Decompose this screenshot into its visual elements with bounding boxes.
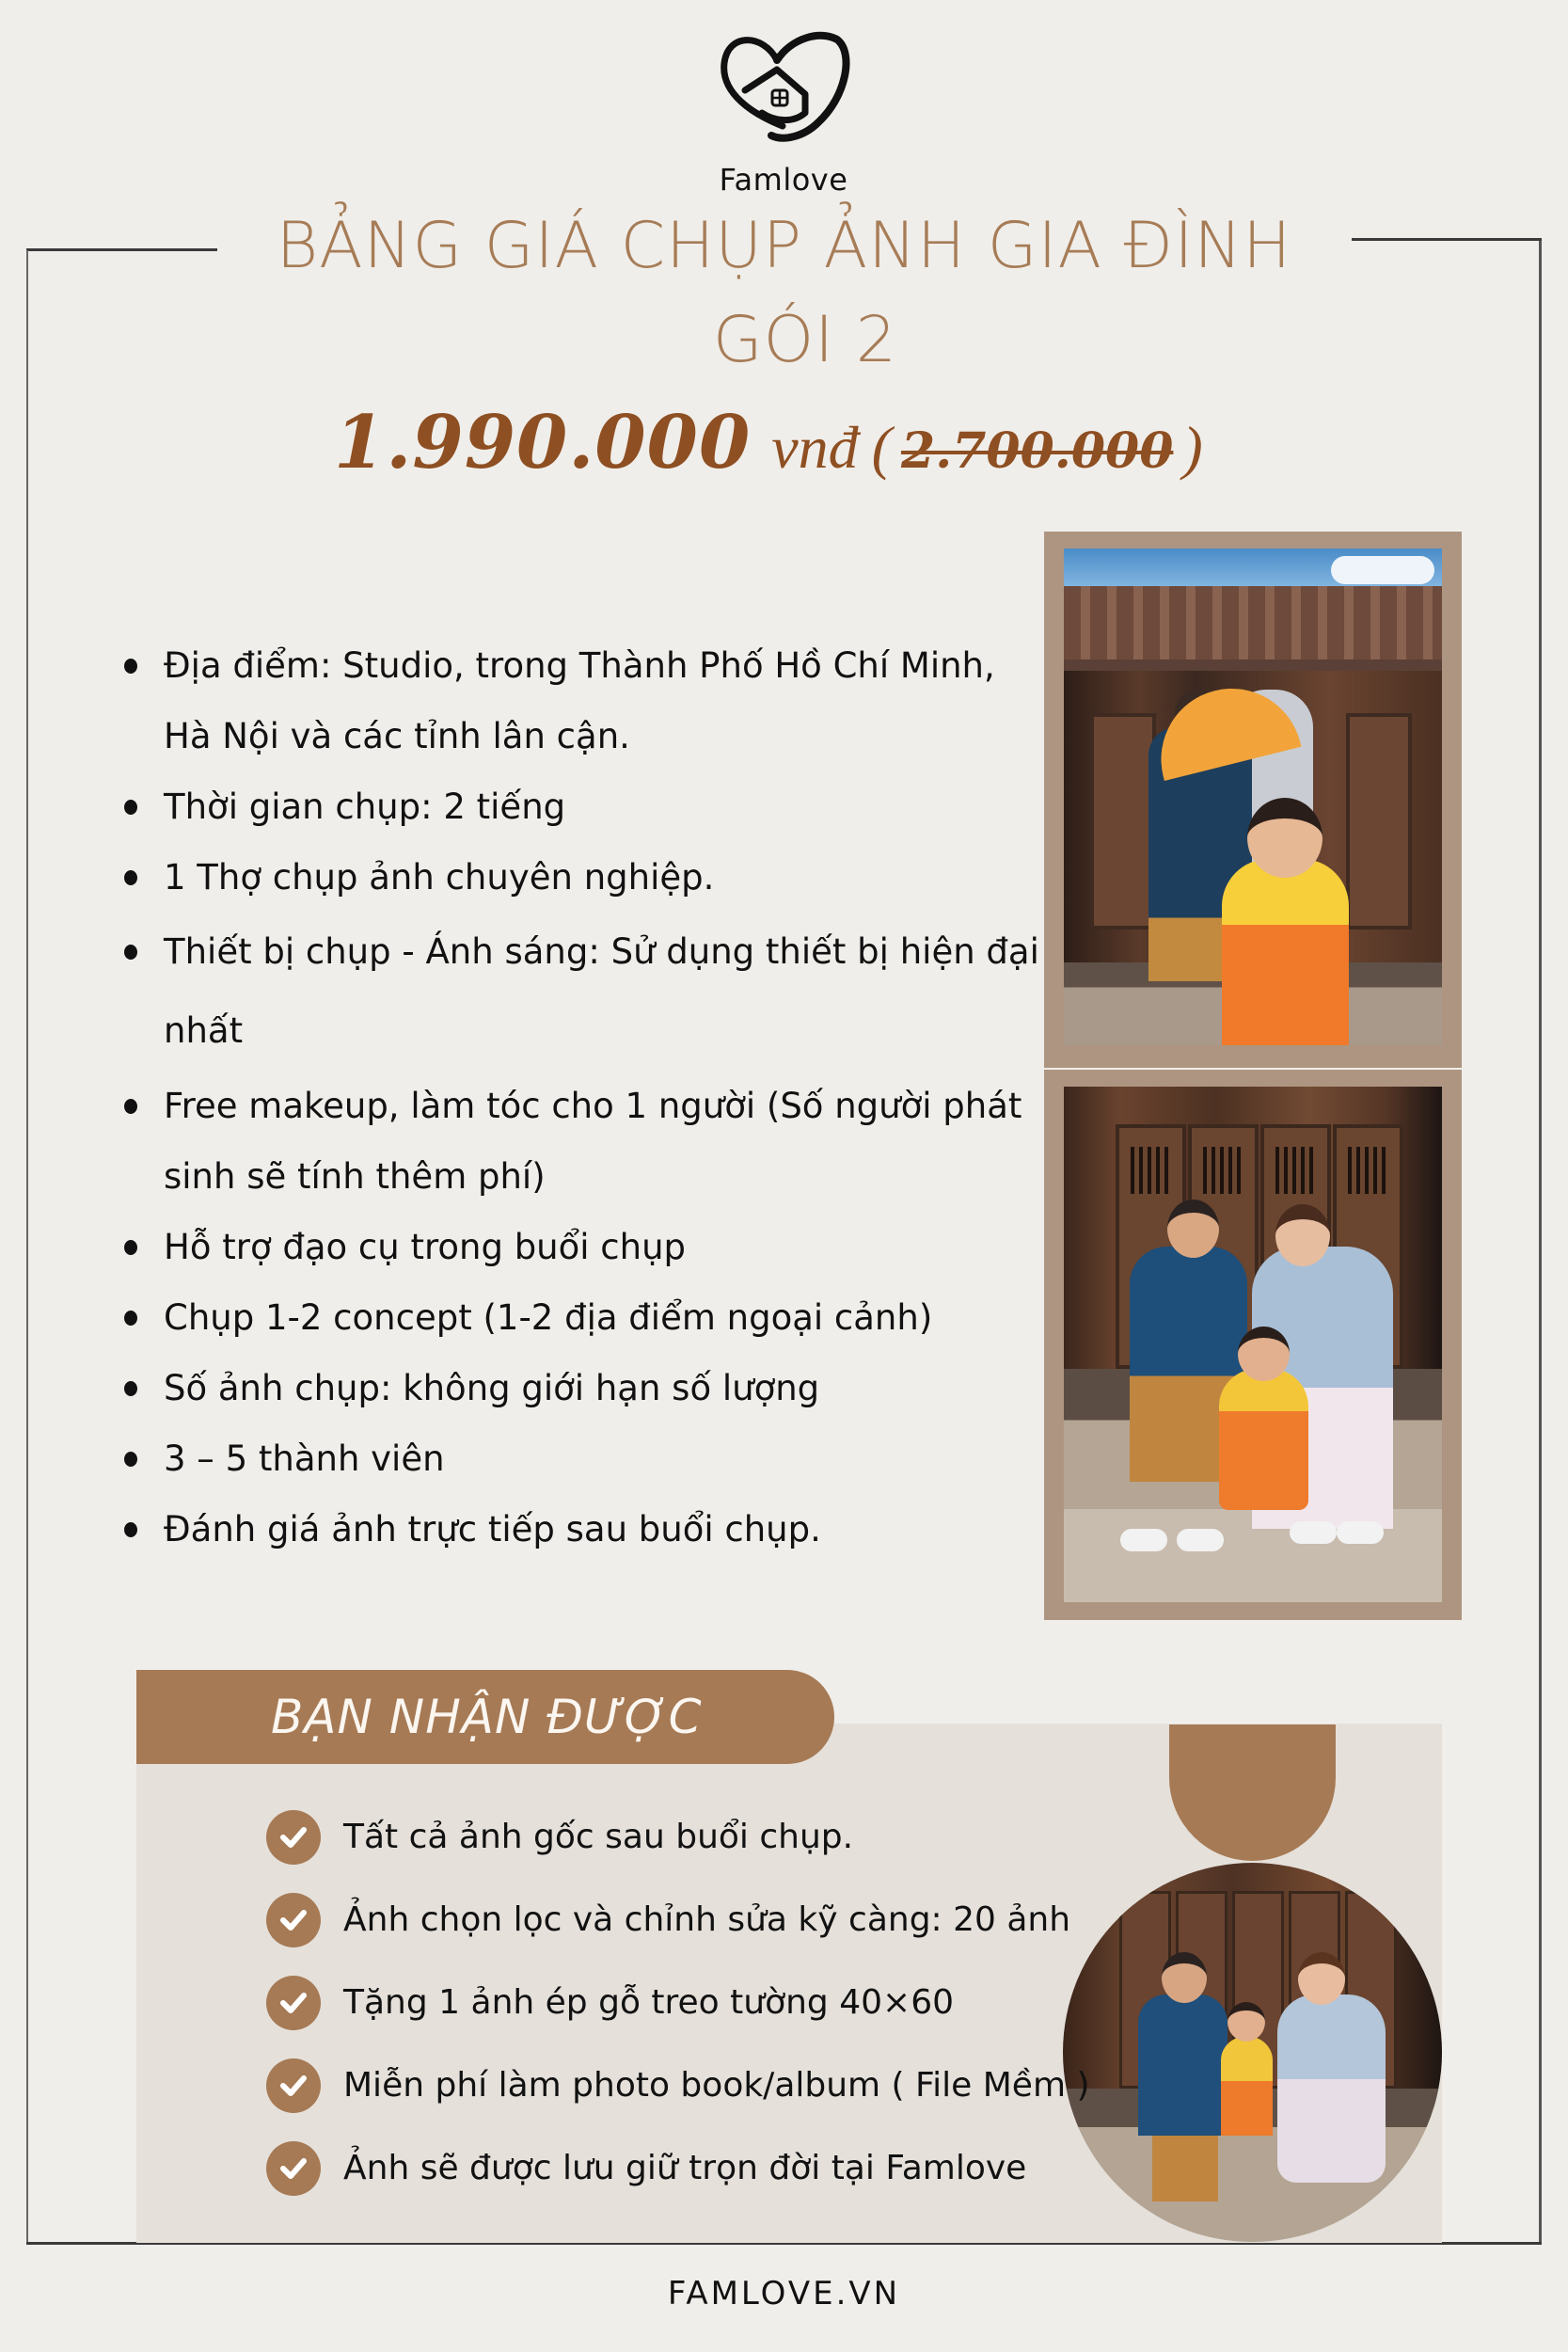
feature-item: 1 Thợ chụp ảnh chuyên nghiệp. [122, 842, 1044, 913]
border-line-right [1539, 241, 1542, 2245]
benefit-item: Miễn phí làm photo book/album ( File Mềm ) [266, 2055, 1075, 2137]
feature-item: Đánh giá ảnh trực tiếp sau buổi chụp. [122, 1494, 1044, 1565]
bullet-icon [124, 800, 137, 815]
brand-name: Famlove [719, 162, 848, 198]
bullet-icon [124, 1452, 137, 1467]
bullet-icon [124, 1099, 137, 1114]
receive-heading: BẠN NHẬN ĐƯỢC [271, 1690, 703, 1744]
check-circle-icon [266, 2141, 321, 2196]
feature-item: Thiết bị chụp - Ánh sáng: Sử dụng thiết bị hiện đại nhất [122, 913, 1044, 1071]
photo-frame-2 [1044, 1070, 1462, 1620]
bullet-icon [124, 1522, 137, 1537]
feature-item: Địa điểm: Studio, trong Thành Phố Hồ Chí Minh, Hà Nội và các tỉnh lân cận. [122, 630, 1044, 771]
family-photo-fan [1064, 548, 1442, 1045]
photo-frame-1 [1044, 532, 1462, 1068]
feature-item: Thời gian chụp: 2 tiếng [122, 771, 1044, 842]
benefit-list [266, 1806, 1090, 2220]
bullet-icon [124, 945, 137, 960]
family-photo-circle [1063, 1863, 1442, 2242]
receive-heading-tab [136, 1670, 834, 1764]
feature-item: Hỗ trợ đạo cụ trong buổi chụp [122, 1212, 1044, 1282]
benefit-item: Ảnh sẽ được lưu giữ trọn đời tại Famlove [266, 2137, 1075, 2220]
price-open-paren: ( [871, 414, 892, 481]
page-title [0, 199, 1568, 388]
brand-logo [704, 21, 863, 198]
feature-list [122, 630, 1044, 1565]
check-circle-icon [266, 2058, 321, 2113]
bullet-icon [124, 659, 137, 674]
bullet-icon [124, 1381, 137, 1396]
price-unit: vnđ [771, 414, 859, 481]
title-line-2: GÓI 2 [712, 303, 898, 377]
feature-item: Số ảnh chụp: không giới hạn số lượng [122, 1353, 1044, 1423]
footer-website[interactable]: FAMLOVE.VN [667, 2275, 901, 2312]
bullet-icon [124, 870, 137, 885]
border-line-left [26, 250, 28, 2245]
benefit-item: Tất cả ảnh gốc sau buổi chụp. [266, 1806, 1075, 1889]
bullet-icon [124, 1240, 137, 1255]
check-circle-icon [266, 1893, 321, 1947]
family-photo-sitting-steps [1064, 1087, 1442, 1602]
check-circle-icon [266, 1976, 321, 2030]
price-row [334, 400, 1275, 503]
benefit-item: Tặng 1 ảnh ép gỗ treo tường 40×60 [266, 1972, 1075, 2055]
heart-house-icon [717, 21, 850, 152]
price-current: 1.990.000 [334, 400, 752, 485]
benefit-item: Ảnh chọn lọc và chỉnh sửa kỹ càng: 20 ảnh [266, 1889, 1075, 1972]
price-original: 2.700.000 [900, 422, 1174, 480]
check-circle-icon [266, 1810, 321, 1865]
bullet-icon [124, 1311, 137, 1326]
title-line-1: BẢNG GIÁ CHỤP ẢNH GIA ĐÌNH [276, 209, 1292, 283]
feature-item: 3 – 5 thành viên [122, 1423, 1044, 1494]
price-close-paren: ) [1182, 414, 1203, 481]
feature-item: Free makeup, làm tóc cho 1 người (Số người phát sinh sẽ tính thêm phí) [122, 1071, 1044, 1212]
feature-item: Chụp 1-2 concept (1-2 địa điểm ngoại cảnh) [122, 1282, 1044, 1353]
